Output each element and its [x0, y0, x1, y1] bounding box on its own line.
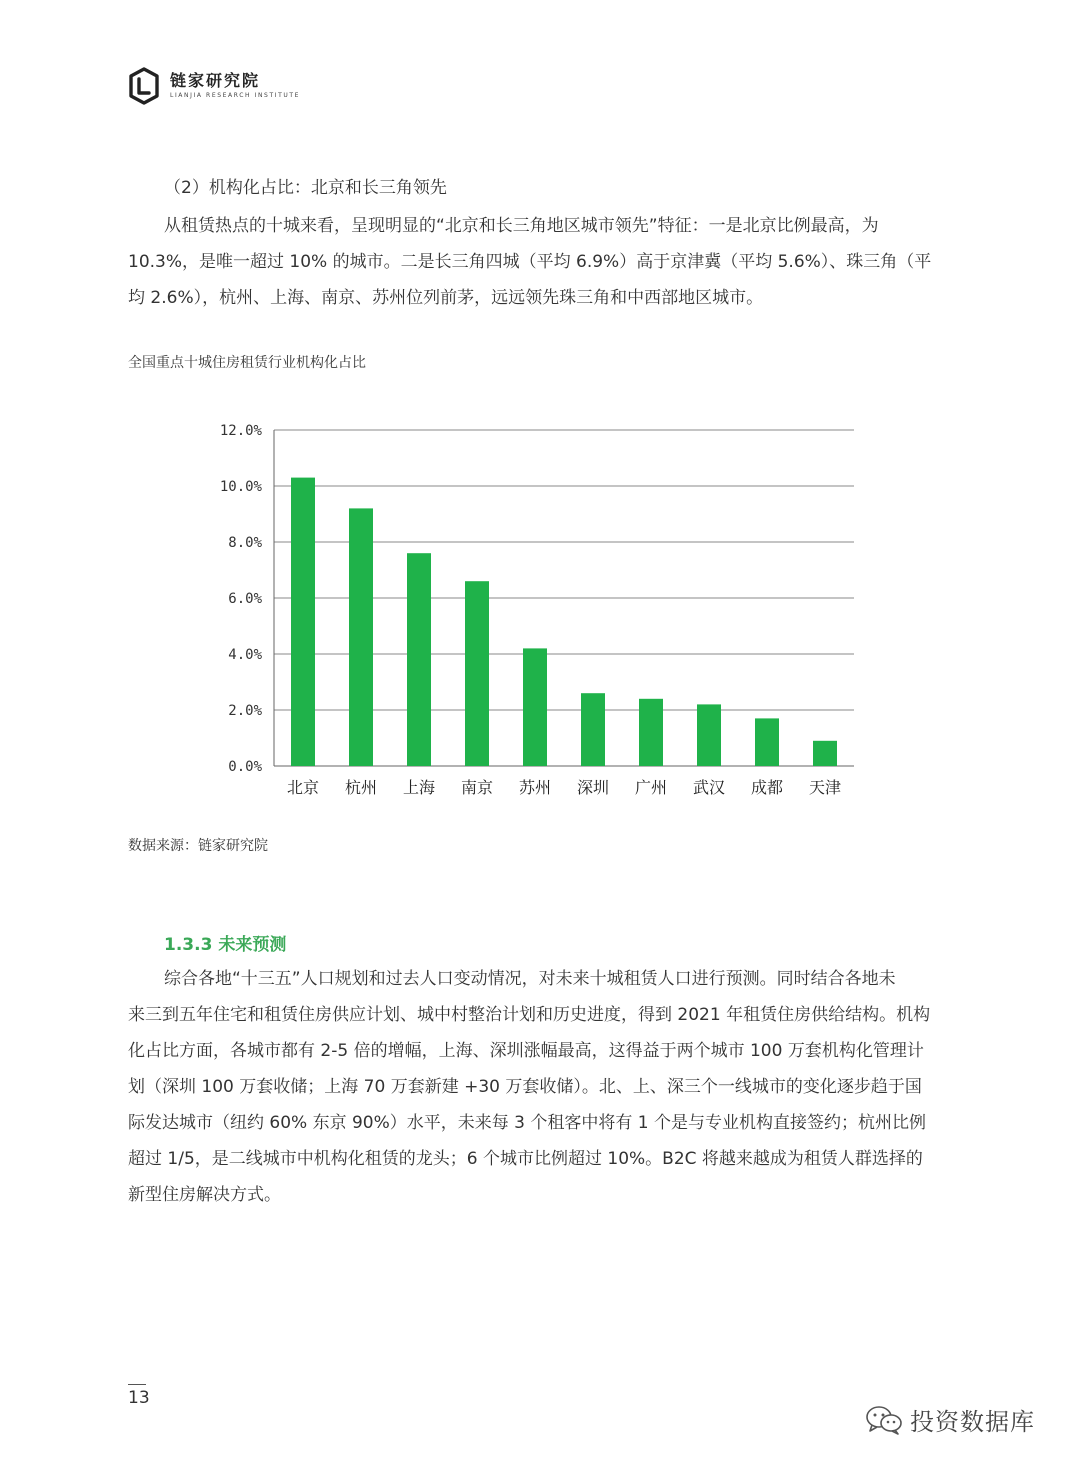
- x-tick-label: 深圳: [576, 778, 610, 797]
- paragraph-line: 化占比方面，各城市都有 2-5 倍的增幅，上海、深圳涨幅最高，这得益于两个城市 100 万套机构化管理计: [128, 1041, 924, 1061]
- section-2-heading: （2）机构化占比：北京和长三角领先: [164, 178, 447, 198]
- x-tick-label: 上海: [402, 778, 436, 797]
- bar-1: [291, 478, 315, 766]
- paragraph-line: 新型住房解决方式。: [128, 1185, 281, 1205]
- x-tick-label: 天津: [808, 778, 842, 797]
- bar-8: [697, 704, 721, 766]
- paragraph-line: 来三到五年住宅和租赁住房供应计划、城中村整治计划和历史进度，得到 2021 年租赁住房供给结构。机构: [128, 1005, 931, 1025]
- y-tick-label: 8.0%: [228, 535, 262, 551]
- x-tick-label: 杭州: [344, 778, 378, 797]
- chart-title: 全国重点十城住房租赁行业机构化占比: [128, 355, 366, 371]
- bar-6: [581, 693, 605, 766]
- paragraph-line: 超过 1/5，是二线城市中机构化租赁的龙头；6 个城市比例超过 10%。B2C 将越来越成为租赁人群选择的: [128, 1149, 923, 1169]
- org-subtitle: LIANJIA RESEARCH INSTITUTE: [170, 92, 301, 99]
- paragraph-line: 10.3%，是唯一超过 10% 的城市。二是长三角四城（平均 6.9%）高于京津冀（平均 5.6%）、珠三角（平: [128, 252, 932, 272]
- bar-7: [639, 699, 663, 766]
- paragraph-line: 从租赁热点的十城来看，呈现明显的“北京和长三角地区城市领先”特征：一是北京比例最高，为: [164, 216, 879, 236]
- paragraph-line: 综合各地“十三五”人口规划和过去人口变动情况，对未来十城租赁人口进行预测。同时结合各地未: [164, 969, 896, 989]
- lianjia-logo-icon: [126, 66, 162, 106]
- paragraph-line: 均 2.6%），杭州、上海、南京、苏州位列前茅，远远领先珠三角和中西部地区城市。: [128, 288, 764, 308]
- x-tick-label: 武汉: [692, 778, 726, 797]
- bar-chart: [190, 415, 870, 819]
- data-source: 数据来源：链家研究院: [128, 838, 268, 854]
- paragraph-line: 划（深圳 100 万套收储；上海 70 万套新建 +30 万套收储）。北、上、深三个一线城市的变化逐步趋于国: [128, 1077, 922, 1097]
- x-tick-label: 苏州: [518, 778, 552, 797]
- y-tick-label: 4.0%: [228, 647, 262, 663]
- bar-9: [755, 718, 779, 766]
- watermark-text: 投资数据库: [910, 1408, 1035, 1436]
- x-tick-label: 南京: [460, 778, 494, 797]
- section-1-3-3-heading: 1.3.3 未来预测: [164, 935, 287, 955]
- wechat-watermark: [864, 1402, 1035, 1437]
- x-tick-label: 北京: [286, 778, 320, 797]
- org-name: 链家研究院: [170, 71, 261, 90]
- wechat-icon: [864, 1404, 904, 1436]
- x-tick-label: 成都: [750, 778, 784, 797]
- header-logo: [126, 66, 300, 106]
- bar-10: [813, 741, 837, 766]
- section-2-paragraph: [128, 208, 952, 316]
- x-tick-label: 广州: [634, 778, 668, 797]
- y-tick-label: 6.0%: [228, 591, 262, 607]
- page-number: 13: [128, 1388, 150, 1408]
- bar-2: [349, 508, 373, 766]
- bar-4: [465, 581, 489, 766]
- bar-3: [407, 553, 431, 766]
- y-tick-label: 0.0%: [228, 759, 262, 775]
- y-tick-label: 12.0%: [219, 423, 262, 439]
- y-tick-label: 2.0%: [228, 703, 262, 719]
- bar-chart-svg: [190, 415, 870, 815]
- paragraph-line: 际发达城市（纽约 60% 东京 90%）水平，未来每 3 个租客中将有 1 个是与专业机构直接签约；杭州比例: [128, 1113, 927, 1133]
- section-1-3-3-paragraph: [128, 961, 952, 1213]
- page-number-rule: [128, 1384, 146, 1385]
- bar-5: [523, 648, 547, 766]
- y-tick-label: 10.0%: [219, 479, 262, 495]
